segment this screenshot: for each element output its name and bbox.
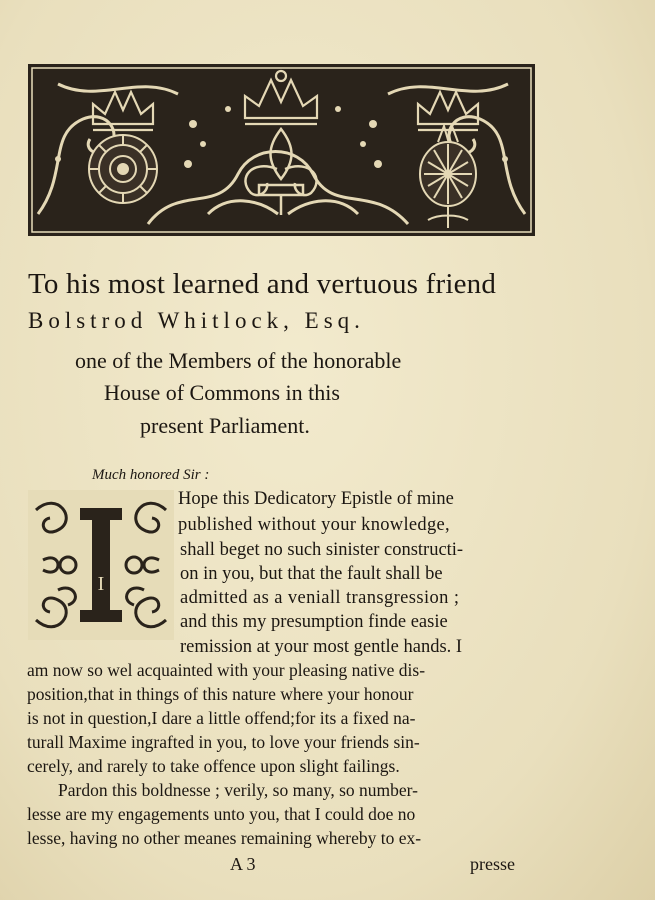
woodcut-headpiece-ornament bbox=[28, 64, 535, 236]
signature-mark: A 3 bbox=[230, 854, 256, 874]
tudor-rose-icon bbox=[89, 135, 157, 203]
body-line: and this my presumption finde easie bbox=[180, 612, 448, 632]
body-line: position,that in things of this nature where your honour bbox=[27, 684, 414, 704]
body-line: lesse are my engagements unto you, that I could doe no bbox=[27, 804, 416, 824]
body-line: on in you, but that the fault shall be bbox=[180, 564, 443, 584]
body-line: am now so wel acquainted with your pleasing native dis- bbox=[27, 660, 426, 680]
title-line-4: House of Commons in this bbox=[104, 380, 340, 405]
title-line-3: one of the Members of the honorable bbox=[75, 348, 402, 373]
svg-text:I: I bbox=[97, 573, 105, 595]
body-line: Pardon this boldnesse ; verily, so many, so number- bbox=[58, 780, 418, 800]
body-line: cerely, and rarely to take offence upon slight failings. bbox=[27, 756, 400, 776]
title-line-1: To his most learned and vertuous friend bbox=[28, 268, 497, 300]
body-line: published without your knowledge, bbox=[178, 515, 450, 535]
body-line: remission at your most gentle hands. I bbox=[180, 637, 463, 657]
body-line: lesse, having no other meanes remaining whereby to ex- bbox=[27, 828, 422, 848]
salutation: Much honored Sir : bbox=[92, 467, 210, 483]
title-line-5: present Parliament. bbox=[140, 413, 310, 438]
decorated-drop-cap-ornament bbox=[28, 490, 174, 640]
body-line: turall Maxime ingrafted in you, to love your friends sin- bbox=[27, 732, 420, 752]
body-line: shall beget no such sinister constructi- bbox=[180, 540, 464, 560]
title-line-2: Bolstrod Whitlock, Esq. bbox=[28, 308, 365, 333]
catchword: presse bbox=[470, 854, 515, 874]
body-line: admitted as a veniall transgression ; bbox=[180, 588, 460, 608]
body-line: Hope this Dedicatory Epistle of mine bbox=[178, 489, 454, 509]
body-line: is not in question,I dare a little offend;for its a fixed na- bbox=[27, 708, 416, 728]
